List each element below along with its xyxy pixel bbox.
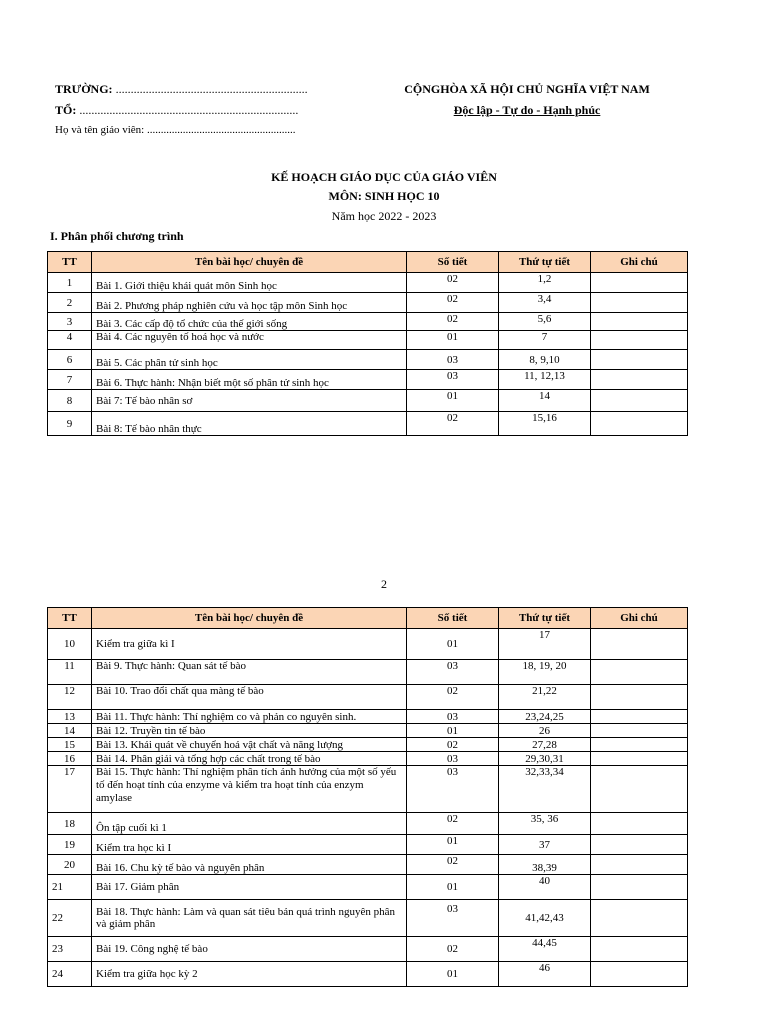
cell-lesson: Bài 17. Giảm phân xyxy=(92,875,407,900)
table-row xyxy=(48,835,688,855)
cell-lesson: Bài 11. Thực hành: Thí nghiệm co và phản co nguyên sinh. xyxy=(92,710,407,724)
cell-periods: 03 xyxy=(407,710,499,724)
col-periods: Số tiết xyxy=(407,608,499,629)
cell-periods: 02 xyxy=(407,412,499,436)
cell-note xyxy=(591,875,688,900)
cell-periods: 02 xyxy=(407,313,499,331)
school-line xyxy=(55,82,308,97)
table-row xyxy=(48,855,688,875)
cell-lesson: Bài 10. Trao đổi chất qua màng tế bào xyxy=(92,685,407,710)
cell-note xyxy=(591,937,688,962)
cell-periods: 03 xyxy=(407,766,499,813)
cell-tt: 12 xyxy=(48,685,92,710)
cell-order: 3,4 xyxy=(499,293,591,313)
cell-note xyxy=(591,629,688,660)
cell-lesson: Bài 3. Các cấp độ tổ chức của thế giới sống xyxy=(92,313,407,331)
cell-order: 44,45 xyxy=(499,937,591,962)
cell-periods: 02 xyxy=(407,738,499,752)
table-header-row xyxy=(48,608,688,629)
cell-lesson: Bài 16. Chu kỳ tế bào và nguyên phân xyxy=(92,855,407,875)
cell-note xyxy=(591,350,688,370)
cell-tt: 20 xyxy=(48,855,92,875)
cell-order: 15,16 xyxy=(499,412,591,436)
cell-order: 37 xyxy=(499,835,591,855)
cell-tt: 15 xyxy=(48,738,92,752)
cell-tt: 2 xyxy=(48,293,92,313)
col-order: Thứ tự tiết xyxy=(499,252,591,273)
cell-tt: 24 xyxy=(48,962,92,987)
cell-periods: 03 xyxy=(407,370,499,390)
cell-note xyxy=(591,331,688,350)
cell-periods: 02 xyxy=(407,813,499,835)
schedule-table-1 xyxy=(47,251,688,436)
cell-lesson: Kiểm tra giữa học kỳ 2 xyxy=(92,962,407,987)
doc-title: KẾ HOẠCH GIÁO DỤC CỦA GIÁO VIÊN xyxy=(271,170,497,184)
table-row xyxy=(48,350,688,370)
cell-note xyxy=(591,752,688,766)
cell-note xyxy=(591,412,688,436)
motto: Độc lập - Tự do - Hạnh phúc xyxy=(453,103,601,117)
table-row xyxy=(48,875,688,900)
cell-periods: 01 xyxy=(407,962,499,987)
cell-tt: 9 xyxy=(48,412,92,436)
table-row xyxy=(48,710,688,724)
table-row xyxy=(48,685,688,710)
table-row xyxy=(48,752,688,766)
cell-order: 11, 12,13 xyxy=(499,370,591,390)
table-row xyxy=(48,660,688,685)
cell-lesson: Bài 19. Công nghệ tế bào xyxy=(92,937,407,962)
table-row xyxy=(48,412,688,436)
cell-order: 1,2 xyxy=(499,273,591,293)
cell-note xyxy=(591,293,688,313)
cell-lesson: Bài 12. Truyền tin tế bào xyxy=(92,724,407,738)
cell-periods: 03 xyxy=(407,350,499,370)
cell-order: 32,33,34 xyxy=(499,766,591,813)
cell-tt: 13 xyxy=(48,710,92,724)
table-row xyxy=(48,738,688,752)
cell-note xyxy=(591,813,688,835)
cell-periods: 01 xyxy=(407,875,499,900)
cell-lesson: Bài 6. Thực hành: Nhận biết một số phân tử sinh học xyxy=(92,370,407,390)
cell-order: 26 xyxy=(499,724,591,738)
cell-periods: 01 xyxy=(407,331,499,350)
table-row xyxy=(48,293,688,313)
table-row xyxy=(48,962,688,987)
doc-year: Năm học 2022 - 2023 xyxy=(331,209,437,223)
col-tt: TT xyxy=(48,608,92,629)
cell-note xyxy=(591,738,688,752)
group-label: TỔ: xyxy=(55,103,77,117)
cell-note xyxy=(591,835,688,855)
cell-tt: 18 xyxy=(48,813,92,835)
table-row xyxy=(48,937,688,962)
cell-periods: 02 xyxy=(407,293,499,313)
cell-note xyxy=(591,855,688,875)
cell-lesson: Bài 15. Thực hành: Thí nghiệm phân tích ảnh hưởng của một số yếu tố đến hoạt tính của enzyme và kiểm tra hoạt tính của enzym amylase xyxy=(92,766,407,813)
cell-order: 18, 19, 20 xyxy=(499,660,591,685)
col-tt: TT xyxy=(48,252,92,273)
cell-lesson: Kiểm tra giữa kì I xyxy=(92,629,407,660)
cell-periods: 02 xyxy=(407,685,499,710)
cell-lesson: Bài 8: Tế bào nhân thực xyxy=(92,412,407,436)
cell-lesson: Bài 9. Thực hành: Quan sát tế bào xyxy=(92,660,407,685)
cell-periods: 01 xyxy=(407,835,499,855)
cell-note xyxy=(591,390,688,412)
cell-order: 23,24,25 xyxy=(499,710,591,724)
cell-tt: 8 xyxy=(48,390,92,412)
schedule-table-2 xyxy=(47,607,688,987)
cell-periods: 01 xyxy=(407,629,499,660)
cell-lesson: Bài 4. Các nguyên tố hoá học và nước xyxy=(92,331,407,350)
cell-note xyxy=(591,710,688,724)
cell-lesson: Bài 7: Tế bào nhân sơ xyxy=(92,390,407,412)
cell-lesson: Bài 13. Khái quát về chuyển hoá vật chất và năng lượng xyxy=(92,738,407,752)
table-row xyxy=(48,390,688,412)
cell-order: 27,28 xyxy=(499,738,591,752)
table-row xyxy=(48,313,688,331)
table-row xyxy=(48,273,688,293)
cell-note xyxy=(591,273,688,293)
cell-tt: 23 xyxy=(48,937,92,962)
cell-periods: 03 xyxy=(407,752,499,766)
cell-order: 35, 36 xyxy=(499,813,591,835)
cell-tt: 22 xyxy=(48,900,92,937)
cell-lesson: Bài 14. Phân giải và tổng hợp các chất trong tế bào xyxy=(92,752,407,766)
cell-periods: 02 xyxy=(407,937,499,962)
col-lesson: Tên bài học/ chuyên đề xyxy=(92,252,407,273)
cell-order: 21,22 xyxy=(499,685,591,710)
page-number: 2 xyxy=(381,577,387,591)
cell-tt: 4 xyxy=(48,331,92,350)
cell-tt: 3 xyxy=(48,313,92,331)
doc-subject: MÔN: SINH HỌC 10 xyxy=(328,189,440,203)
cell-tt: 21 xyxy=(48,875,92,900)
cell-lesson: Bài 2. Phương pháp nghiên cứu và học tập môn Sinh học xyxy=(92,293,407,313)
cell-note xyxy=(591,313,688,331)
cell-tt: 11 xyxy=(48,660,92,685)
cell-periods: 03 xyxy=(407,660,499,685)
cell-tt: 10 xyxy=(48,629,92,660)
cell-tt: 7 xyxy=(48,370,92,390)
col-note: Ghi chú xyxy=(591,252,688,273)
table-row xyxy=(48,900,688,937)
table-row xyxy=(48,766,688,813)
cell-note xyxy=(591,370,688,390)
cell-order: 29,30,31 xyxy=(499,752,591,766)
cell-tt: 17 xyxy=(48,766,92,813)
table-header-row xyxy=(48,252,688,273)
cell-order: 8, 9,10 xyxy=(499,350,591,370)
col-note: Ghi chú xyxy=(591,608,688,629)
cell-note xyxy=(591,962,688,987)
cell-periods: 01 xyxy=(407,390,499,412)
motto-wrap xyxy=(367,103,687,118)
cell-lesson: Bài 5. Các phân tử sinh học xyxy=(92,350,407,370)
teacher-line xyxy=(55,124,295,136)
group-dots: ......................................................................... xyxy=(79,103,299,117)
cell-order: 17 xyxy=(499,629,591,660)
country-name: CỘNGHÒA XÃ HỘI CHỦ NGHĨA VIỆT NAM xyxy=(404,82,650,96)
cell-note xyxy=(591,766,688,813)
table-row xyxy=(48,813,688,835)
cell-order: 7 xyxy=(499,331,591,350)
cell-note xyxy=(591,660,688,685)
cell-order: 40 xyxy=(499,875,591,900)
cell-lesson: Kiểm tra học kì I xyxy=(92,835,407,855)
cell-periods: 03 xyxy=(407,900,499,937)
cell-tt: 6 xyxy=(48,350,92,370)
cell-tt: 19 xyxy=(48,835,92,855)
table-row xyxy=(48,629,688,660)
cell-periods: 02 xyxy=(407,855,499,875)
cell-lesson: Ôn tập cuối kì 1 xyxy=(92,813,407,835)
cell-tt: 16 xyxy=(48,752,92,766)
cell-order: 38,39 xyxy=(499,855,591,875)
cell-tt: 14 xyxy=(48,724,92,738)
section-heading: I. Phân phối chương trình xyxy=(50,229,184,243)
cell-lesson: Bài 1. Giới thiệu khái quát môn Sinh học xyxy=(92,273,407,293)
cell-order: 14 xyxy=(499,390,591,412)
school-dots: ................................................................ xyxy=(115,82,308,96)
table-row xyxy=(48,724,688,738)
cell-order: 41,42,43 xyxy=(499,900,591,937)
table-row xyxy=(48,370,688,390)
cell-note xyxy=(591,685,688,710)
col-periods: Số tiết xyxy=(407,252,499,273)
cell-note xyxy=(591,724,688,738)
cell-lesson: Bài 18. Thực hành: Làm và quan sát tiêu bản quá trình nguyên phân và giảm phân xyxy=(92,900,407,937)
cell-order: 5,6 xyxy=(499,313,591,331)
cell-tt: 1 xyxy=(48,273,92,293)
col-order: Thứ tự tiết xyxy=(499,608,591,629)
table-row xyxy=(48,331,688,350)
teacher-label: Họ và tên giáo viên: xyxy=(55,124,145,136)
teacher-dots: ...................................................... xyxy=(146,124,296,136)
col-lesson: Tên bài học/ chuyên đề xyxy=(92,608,407,629)
cell-order: 46 xyxy=(499,962,591,987)
school-label: TRƯỜNG: xyxy=(55,82,113,96)
cell-periods: 02 xyxy=(407,273,499,293)
group-line xyxy=(55,103,298,118)
cell-note xyxy=(591,900,688,937)
cell-periods: 01 xyxy=(407,724,499,738)
